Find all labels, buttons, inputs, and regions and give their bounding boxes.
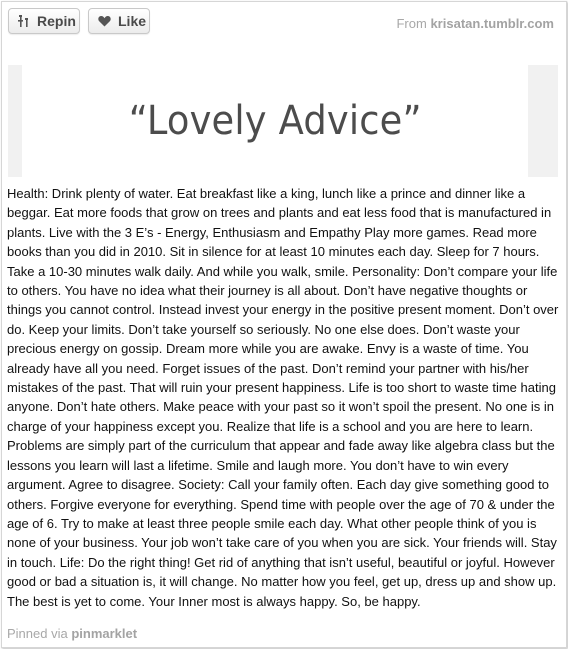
pinned-via: [7, 626, 137, 641]
pin-toolbar: [2, 2, 566, 42]
like-button[interactable]: [88, 8, 150, 34]
heart-icon: [98, 15, 111, 27]
like-label: Like: [118, 13, 147, 29]
advice-body-text: Health: Drink plenty of water. Eat breakfast like a king, lunch like a prince and dinner like a beggar. Eat more foods that grow on trees and plants and eat less food that is manufactured in plants. Live with the 3 E’s - Energy, Enthusiasm and Empathy Play more games. Read more books than you did in 2010. Sit in silence for at least 10 minutes each day. Sleep for 7 hours. Take a 10-30 minutes walk daily. And while you walk, smile. Personality: Don’t compare your life to others. You have no idea what their journey is all about. Don’t have negative thoughts or things you cannot control. Instead invest your energy in the positive present moment. Don’t over do. Keep your limits. Don’t take yourself so seriously. No one else does. Don’t waste your precious energy on gossip. Dream more while you are awake. Envy is a waste of time. You already have all you need. Forget issues of the past. Don’t remind your partner with his/her mistakes of the past. That will ruin your present happiness. Life is too short to waste time hating anyone. Don’t hate others. Make peace with your past so it won’t spoil the present. No one is in charge of your happiness except you. Realize that life is a school and you are here to learn. Problems are simply part of the curriculum that appear and fade away like algebra class but the lessons you learn will last a lifetime. Smile and laugh more. You don’t have to win every argument. Agree to disagree. Society: Call your family often. Each day give something good to others. Forgive everyone for everything. Spend time with people over the age of 70 & under the age of 6. Try to make at least three people smile each day. What other people think of you is none of your business. Your job won’t take care of you when you are sick. Your friends will. Stay in touch. Life: Do the right thing! Get rid of anything that isn’t useful, beautiful or joyful. However good or bad a situation is, it will change. No matter how you feel, get up, dress up and show up. The best is yet to come. Your Inner most is always happy. So, be happy.: [7, 186, 559, 609]
repin-icon: [18, 14, 30, 28]
pinmarklet-link[interactable]: pinmarklet: [71, 626, 138, 641]
title-banner: [8, 65, 558, 177]
source-attribution: [396, 16, 554, 31]
pinned-prefix: Pinned via: [7, 626, 68, 641]
repin-button[interactable]: [8, 8, 80, 34]
source-domain-link[interactable]: krisatan.tumblr.com: [430, 16, 554, 31]
pin-card: [1, 1, 567, 648]
source-prefix: From: [396, 16, 427, 31]
title-banner-inner: [22, 65, 528, 177]
banner-title: “Lovely Advice”: [128, 98, 422, 144]
repin-label: Repin: [37, 13, 76, 29]
